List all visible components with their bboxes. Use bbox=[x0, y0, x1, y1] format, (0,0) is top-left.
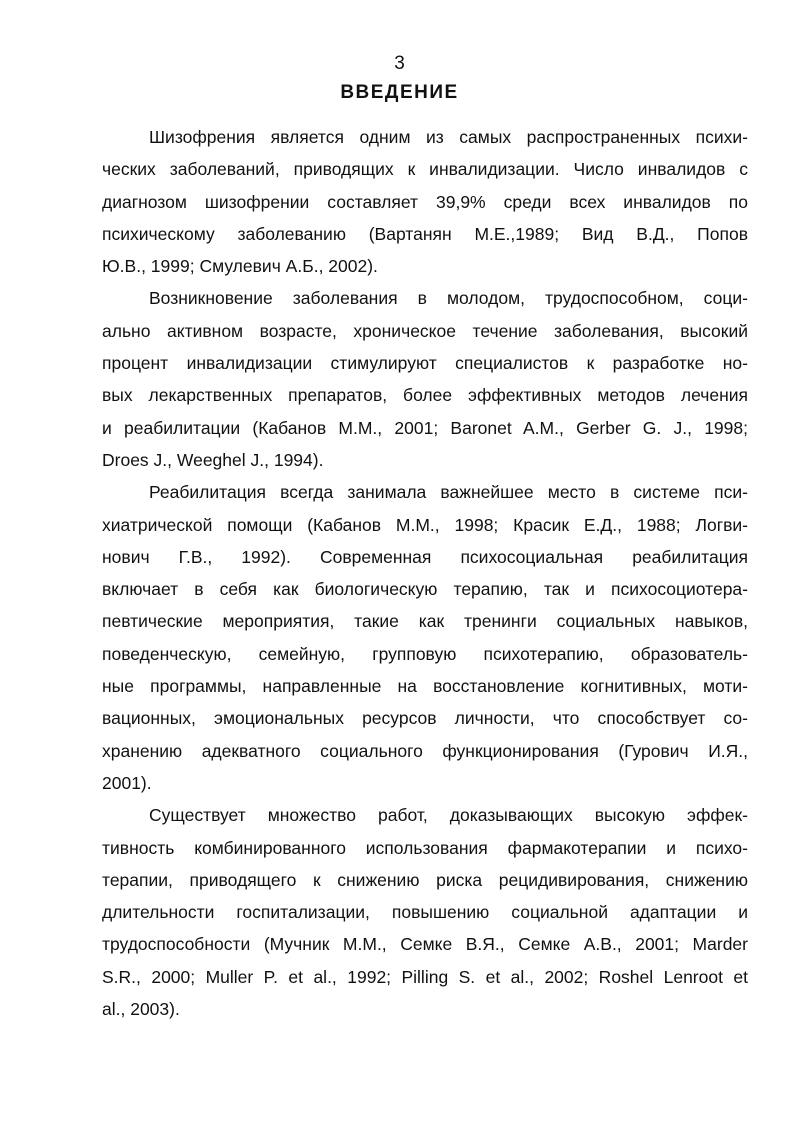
text-line: нович Г.В., 1992). Современная психосоциальная реабилитация bbox=[102, 546, 748, 567]
text-line: ально активном возрасте, хроническое течение заболевания, высокий bbox=[102, 320, 748, 341]
text-line: хиатрической помощи (Кабанов М.М., 1998; Красик Е.Д., 1988; Логви- bbox=[102, 514, 748, 535]
paragraph-schizophrenia-prevalence bbox=[102, 121, 748, 282]
text-line: 2001). bbox=[102, 772, 152, 793]
text-line: трудоспособности (Мучник М.М., Семке В.Я., Семке А.В., 2001; Marder bbox=[102, 934, 748, 955]
page-number: 3 bbox=[394, 53, 405, 74]
paragraph-rehabilitation bbox=[102, 476, 748, 799]
text-line: певтические мероприятия, такие как тренинги социальных навыков, bbox=[102, 611, 748, 632]
text-line: Возникновение заболевания в молодом, трудоспособном, соци- bbox=[149, 288, 748, 309]
text-line: диагнозом шизофрении составляет 39,9% среди всех инвалидов по bbox=[102, 191, 748, 212]
page-title: ВВЕДЕНИЕ bbox=[340, 82, 459, 103]
text-line: Ю.В., 1999; Смулевич А.Б., 2002). bbox=[102, 256, 378, 277]
text-line: ные программы, направленные на восстановление когнитивных, моти- bbox=[102, 676, 748, 697]
text-line: ческих заболеваний, приводящих к инвалидизации. Число инвалидов с bbox=[102, 159, 748, 180]
text-line: поведенческую, семейную, групповую психотерапию, образователь- bbox=[102, 643, 748, 664]
text-line: al., 2003). bbox=[102, 999, 180, 1020]
text-line: и реабилитации (Кабанов М.М., 2001; Baronet A.M., Gerber G. J., 1998; bbox=[102, 417, 748, 438]
text-line: психическому заболеванию (Вартанян М.Е.,1989; Вид В.Д., Попов bbox=[102, 223, 748, 244]
text-line: Существует множество работ, доказывающих высокую эффек- bbox=[149, 805, 748, 826]
text-line: тивность комбинированного использования фармакотерапии и психо- bbox=[102, 837, 748, 858]
text-line: вационных, эмоциональных ресурсов личности, что способствует со- bbox=[102, 708, 748, 729]
text-line: S.R., 2000; Muller P. et al., 1992; Pilling S. et al., 2002; Roshel Lenroot et bbox=[102, 966, 748, 987]
text-line: Шизофрения является одним из самых распространенных психи- bbox=[149, 127, 748, 147]
text-line: терапии, приводящего к снижению риска рецидивирования, снижению bbox=[102, 869, 748, 890]
text-line: вых лекарственных препаратов, более эффективных методов лечения bbox=[102, 385, 748, 406]
text-line: длительности госпитализации, повышению социальной адаптации и bbox=[102, 902, 748, 923]
paragraph-disease-onset bbox=[102, 282, 748, 476]
text-line: хранению адекватного социального функционирования (Гурович И.Я., bbox=[102, 740, 748, 761]
body-text bbox=[102, 121, 748, 1025]
paragraph-combined-therapy bbox=[102, 799, 748, 1025]
text-line: процент инвалидизации стимулируют специалистов к разработке но- bbox=[102, 353, 748, 374]
text-line: Реабилитация всегда занимала важнейшее место в системе пси- bbox=[149, 482, 748, 503]
text-line: Droes J., Weeghel J., 1994). bbox=[102, 449, 324, 470]
text-line: включает в себя как биологическую терапию, так и психосоциотера- bbox=[102, 579, 748, 600]
